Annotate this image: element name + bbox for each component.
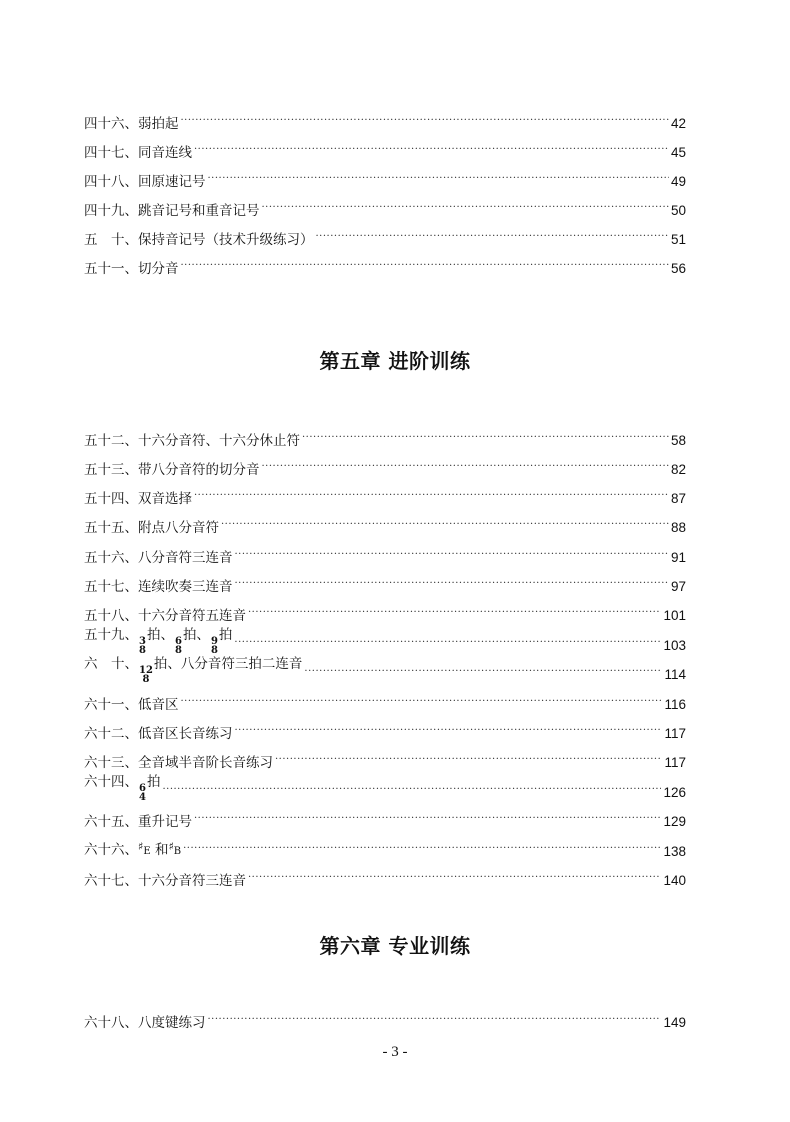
- time-sig-top: 6: [174, 636, 182, 647]
- toc-entry-label: 四十九、跳音记号和重音记号: [84, 203, 260, 219]
- toc-entry-label: 六十五、重升记号: [84, 814, 192, 830]
- toc-entry-label: 六十一、低音区: [84, 697, 179, 713]
- toc-entry[interactable]: [84, 140, 686, 162]
- toc-entry-page: 129: [663, 814, 686, 829]
- toc-entry[interactable]: [84, 1010, 686, 1032]
- time-sig-bottom: 8: [174, 645, 182, 656]
- leader-dots: [235, 578, 669, 596]
- leader-dots: [262, 202, 669, 220]
- entry-text: 拍、八分音符三拍二连音: [153, 656, 303, 672]
- toc-entry[interactable]: [84, 515, 686, 537]
- toc-entry-page: 140: [663, 873, 686, 888]
- leader-dots: [262, 461, 669, 479]
- leader-dots: [316, 231, 669, 249]
- toc-entry-label: [84, 655, 302, 684]
- entry-text: 拍、: [182, 627, 210, 643]
- toc-entry-label: [84, 773, 160, 802]
- toc-entry-label: 五十七、连续吹奏三连音: [84, 579, 233, 595]
- entry-text: 和: [154, 842, 169, 858]
- toc-entry-page: 51: [670, 232, 686, 247]
- toc-entry-label: 四十八、回原速记号: [84, 174, 206, 190]
- time-sig-bottom: 8: [139, 645, 146, 656]
- toc-entry[interactable]: [84, 111, 686, 133]
- toc-entry-page: 50: [670, 203, 686, 218]
- toc-entry-page: 56: [670, 261, 686, 276]
- toc-entry-page: 45: [670, 145, 686, 160]
- leader-dots: [162, 784, 661, 802]
- leader-dots: [304, 666, 662, 684]
- time-sig-bottom: 8: [210, 645, 218, 656]
- toc-entry-label: 五 十、保持音记号（技术升级练习）: [84, 232, 314, 248]
- toc-entry[interactable]: [84, 692, 686, 714]
- leader-dots: [248, 607, 661, 625]
- toc-entry-label: 五十六、八分音符三连音: [84, 550, 233, 566]
- toc-entry-page: 149: [663, 1015, 686, 1030]
- leader-dots: [208, 1014, 662, 1032]
- leader-dots: [248, 872, 661, 890]
- leader-dots: [302, 432, 669, 450]
- note-name: E: [143, 846, 151, 857]
- toc-entry-page: 116: [664, 697, 686, 712]
- toc-entry[interactable]: [84, 839, 686, 861]
- leader-dots: [221, 519, 669, 537]
- toc-entry-page: 58: [670, 433, 686, 448]
- toc-entry[interactable]: [84, 169, 686, 191]
- time-sig-bottom: 8: [142, 674, 150, 685]
- page-number-footer: - 3 -: [382, 1044, 408, 1060]
- leader-dots: [194, 490, 669, 508]
- chapter-title: 第六章 专业训练: [319, 934, 471, 958]
- leader-dots: [235, 725, 663, 743]
- toc-entry-page: 97: [670, 579, 686, 594]
- toc-entry[interactable]: [84, 868, 686, 890]
- toc-entry[interactable]: [84, 656, 686, 685]
- toc-entry-label: 五十五、附点八分音符: [84, 520, 219, 536]
- toc-entry-label: 六十八、八度键练习: [84, 1015, 206, 1031]
- toc-entry-label: [84, 838, 181, 861]
- leader-dots: [208, 173, 669, 191]
- toc-entry-page: 114: [664, 667, 686, 682]
- toc-entry-label: 六十七、十六分音符三连音: [84, 873, 246, 889]
- toc-entry[interactable]: [84, 198, 686, 220]
- entry-text: 拍、: [146, 627, 174, 643]
- sharp-symbol: ♯: [168, 840, 174, 853]
- toc-entry[interactable]: [84, 774, 686, 803]
- toc-entry[interactable]: [84, 627, 686, 656]
- time-signature: [211, 637, 218, 655]
- toc-entry-page: 49: [670, 174, 686, 189]
- toc-entry-page: 138: [663, 844, 686, 859]
- toc-entry-page: 103: [663, 638, 686, 653]
- chapter-title: 第五章 进阶训练: [319, 349, 471, 373]
- time-signature: [139, 666, 153, 684]
- leader-dots: [234, 637, 661, 655]
- time-signature: [175, 637, 182, 655]
- toc-entry[interactable]: [84, 457, 686, 479]
- toc-entry[interactable]: [84, 256, 686, 278]
- time-signature: [139, 637, 146, 655]
- leader-dots: [275, 754, 662, 772]
- time-sig-top: 12: [139, 665, 153, 676]
- time-sig-bottom: 4: [139, 792, 146, 803]
- toc-entry[interactable]: [84, 574, 686, 596]
- toc-entry[interactable]: [84, 603, 686, 625]
- entry-text: 拍: [146, 774, 161, 790]
- toc-entry[interactable]: [84, 809, 686, 831]
- toc-entry-label: 四十六、弱拍起: [84, 116, 179, 132]
- toc-entry[interactable]: [84, 486, 686, 508]
- toc-entry-page: 88: [670, 520, 686, 535]
- toc-entry-label: 五十一、切分音: [84, 261, 179, 277]
- toc-entry-label: 四十七、同音连线: [84, 145, 192, 161]
- time-sig-top: 6: [139, 783, 146, 794]
- entry-prefix: 五十九、: [84, 627, 138, 643]
- note-name: B: [173, 846, 182, 857]
- entry-prefix: 六 十、: [84, 656, 138, 672]
- leader-dots: [181, 115, 669, 133]
- toc-entry-label: 五十四、双音选择: [84, 491, 192, 507]
- toc-entry-label: [84, 626, 232, 655]
- leader-dots: [194, 144, 669, 162]
- leader-dots: [194, 813, 661, 831]
- time-sig-top: 3: [139, 636, 146, 647]
- leader-dots: [235, 549, 669, 567]
- toc-entry-page: 117: [664, 755, 686, 770]
- toc-entry[interactable]: [84, 428, 686, 450]
- time-signature: [139, 784, 146, 802]
- entry-text: 拍: [218, 627, 233, 643]
- leader-dots: [181, 696, 663, 714]
- entry-prefix: 六十六、: [84, 842, 138, 858]
- toc-entry-label: 六十二、低音区长音练习: [84, 726, 233, 742]
- toc-entry-page: 82: [670, 462, 686, 477]
- toc-entry[interactable]: [84, 545, 686, 567]
- toc-entry-label: 五十八、十六分音符五连音: [84, 608, 246, 624]
- toc-entry-page: 42: [670, 116, 686, 131]
- toc-entry[interactable]: [84, 721, 686, 743]
- toc-entry-page: 91: [670, 550, 686, 565]
- toc-entry-label: 五十三、带八分音符的切分音: [84, 462, 260, 478]
- toc-entry-page: 87: [670, 491, 686, 506]
- toc-entry-page: 126: [663, 785, 686, 800]
- toc-entry-page: 101: [663, 608, 686, 623]
- toc-entry-page: 117: [664, 726, 686, 741]
- leader-dots: [181, 260, 669, 278]
- time-sig-top: 9: [210, 636, 218, 647]
- toc-entry[interactable]: [84, 750, 686, 772]
- leader-dots: [183, 843, 661, 861]
- entry-prefix: 六十四、: [84, 774, 138, 790]
- toc-entry-label: 五十二、十六分音符、十六分休止符: [84, 433, 300, 449]
- toc-entry-label: 六十三、全音域半音阶长音练习: [84, 755, 273, 771]
- sharp-symbol: ♯: [138, 840, 144, 853]
- toc-entry[interactable]: [84, 227, 686, 249]
